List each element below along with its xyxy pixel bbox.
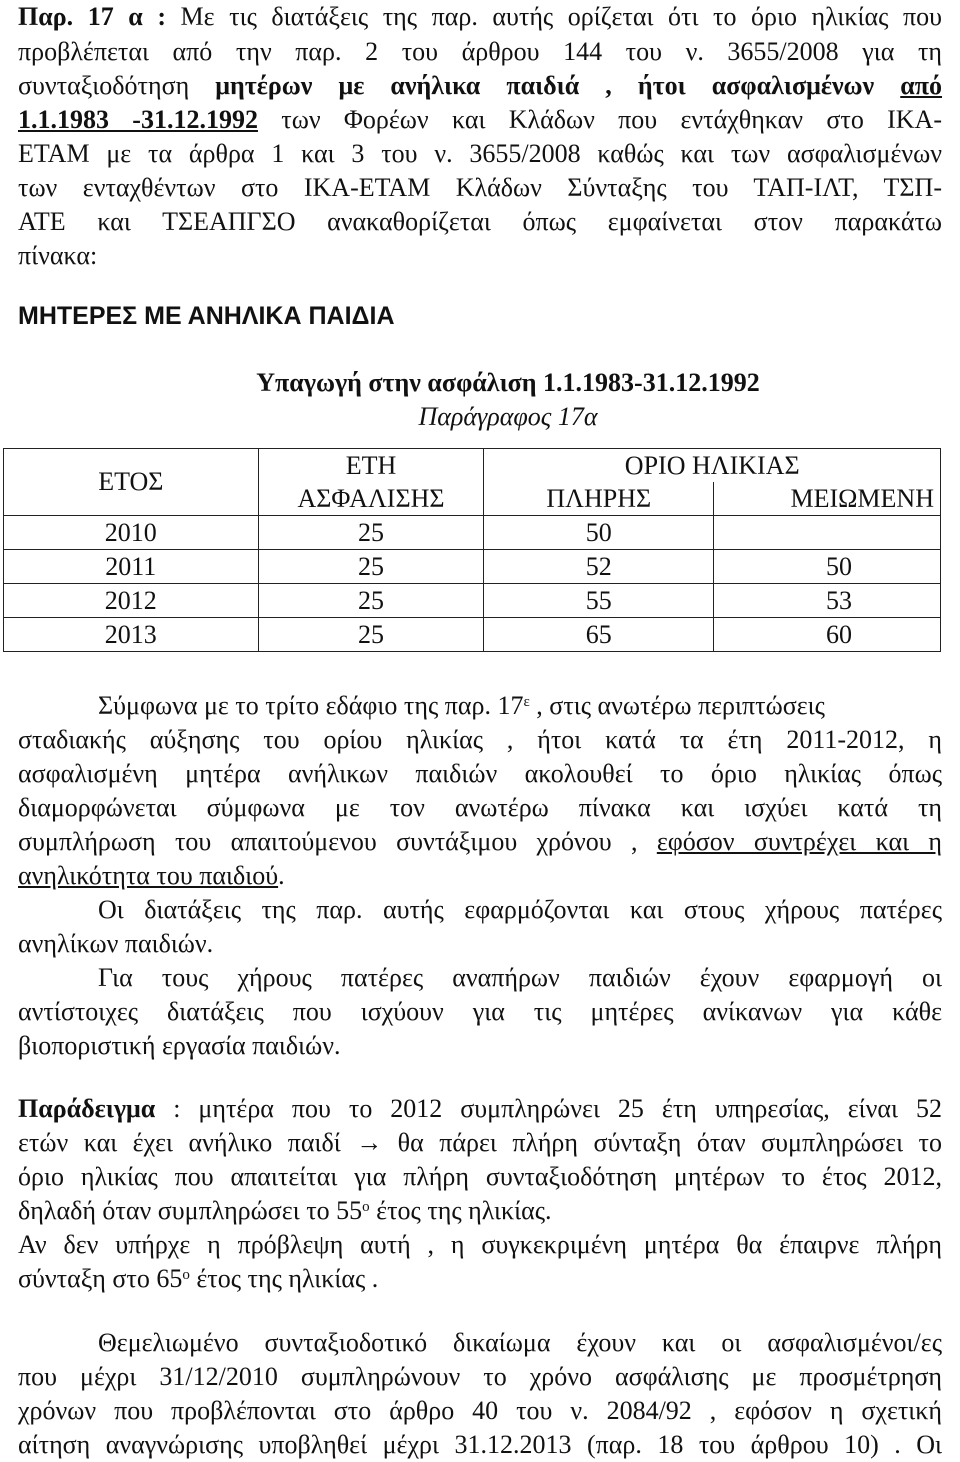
- header-full: ΠΛΗΡΗΣ: [484, 482, 714, 516]
- example-line-3: όριο ηλικίας που απαιτείται για πλήρη συνταξιοδότηση μητέρων το έτος 2012,: [18, 1162, 942, 1191]
- header-reduced: ΜΕΙΩΜΕΝΗ: [714, 482, 941, 516]
- p5-line-1: Θεμελιωμένο συνταξιοδοτικό δικαίωμα έχουν και οι ασφαλισμένοι/ες: [98, 1328, 942, 1357]
- cell-reduced: 50: [714, 550, 941, 584]
- cell-years: 25: [258, 550, 484, 584]
- cell-full: 65: [484, 618, 714, 652]
- table-title: Υπαγωγή στην ασφάλιση 1.1.1983-31.12.1992: [256, 368, 760, 397]
- intro-line-6: των ενταχθέντων στο ΙΚΑ-ΕΤΑΜ Κλάδων Σύνταξης του ΤΑΠ-ΙΛΤ, ΤΣΠ-: [18, 173, 942, 202]
- header-years-bottom: ΑΣΦΑΛΙΣΗΣ: [258, 482, 484, 516]
- p3-line-1: Οι διατάξεις της παρ. αυτής εφαρμόζονται και στους χήρους πατέρες: [98, 895, 942, 924]
- cell-full: 52: [484, 550, 714, 584]
- table-row: [4, 550, 941, 584]
- cell-years: 25: [258, 618, 484, 652]
- p2-line-2: σταδιακής αύξησης του ορίου ηλικίας , ήτοι κατά τα έτη 2011-2012, η: [18, 725, 942, 754]
- intro-line-5: ΕΤΑΜ με τα άρθρα 1 και 3 του ν. 3655/2008 καθώς και των ασφαλισμένων: [18, 139, 942, 168]
- p5-line-3: χρόνων που προβλέπονται στο άρθρο 40 του ν. 2084/92 , εφόσον η σχετική: [18, 1396, 942, 1425]
- intro-line-1: Παρ. 17 α : Με τις διατάξεις της παρ. αυτής ορίζεται ότι το όριο ηλικίας που: [18, 2, 942, 31]
- intro-line-3: συνταξιοδότηση μητέρων με ανήλικα παιδιά , ήτοι ασφαλισμένων από: [18, 71, 943, 100]
- example-line-4: δηλαδή όταν συμπληρώσει το $55^o$ έτος της ηλικίας.: [18, 1196, 552, 1225]
- cell-full: 50: [484, 516, 714, 550]
- cell-reduced: 53: [714, 584, 941, 618]
- p4-line-2: αντίστοιχες διατάξεις που ισχύουν για τις μητέρες ανίκανων για κάθε: [18, 997, 942, 1026]
- cell-full: 55: [484, 584, 714, 618]
- header-years-top: ΕΤΗ: [258, 449, 484, 483]
- intro-line-2: προβλέπεται από την παρ. 2 του άρθρου 144 του ν. 3655/2008 για τη: [18, 37, 942, 66]
- p2-line-4: διαμορφώνεται σύμφωνα με τον ανωτέρω πίνακα και ισχύει κατά τη: [18, 793, 942, 822]
- header-age-limit: ΟΡΙΟ ΗΛΙΚΙΑΣ: [484, 449, 941, 483]
- table-subtitle: Παράγραφος 17α: [418, 402, 598, 431]
- p5-line-2: που μέχρι 31/12/2010 συμπληρώνουν το χρόνο ασφάλισης με προσμέτρηση: [18, 1362, 942, 1391]
- cell-years: 25: [258, 584, 484, 618]
- example-line-5: Αν δεν υπήρχε η πρόβλεψη αυτή , η συγκεκριμένη μητέρα θα έπαιρνε πλήρη: [18, 1230, 942, 1259]
- p5-line-4: αίτηση αναγνώρισης υποβληθεί μέχρι 31.12.2013 (παρ. 18 του άρθρου 10) . Οι: [18, 1430, 942, 1459]
- p3-line-2: ανηλίκων παιδιών.: [18, 929, 214, 958]
- cell-years: 25: [258, 516, 484, 550]
- cell-reduced: [714, 516, 941, 550]
- cell-year: 2011: [4, 550, 259, 584]
- example-label: Παράδειγμα: [18, 1094, 156, 1123]
- paragraph-ref: Παρ. 17 α :: [18, 2, 166, 31]
- table-row: [4, 584, 941, 618]
- intro-line-7: ΑΤΕ και ΤΣΕΑΠΓΣΟ ανακαθορίζεται όπως εμφαίνεται στον παρακάτω: [18, 207, 942, 236]
- p2-line-5: συμπλήρωση του απαιτούμενου συντάξιμου χρόνου , εφόσον συντρέχει και η: [18, 827, 942, 856]
- table-row: [4, 516, 941, 550]
- example-line-6: σύνταξη στο $65^o$ έτος της ηλικίας .: [18, 1264, 379, 1293]
- header-year: ΕΤΟΣ: [4, 449, 259, 516]
- age-limit-table: [3, 448, 941, 652]
- p4-line-1: Για τους χήρους πατέρες αναπήρων παιδιών έχουν εφαρμογή οι: [98, 963, 942, 992]
- cell-reduced: 60: [714, 618, 941, 652]
- intro-line-4: 1.1.1983 -31.12.1992 των Φορέων και Κλάδων που εντάχθηκαν στο ΙΚΑ-: [18, 105, 942, 134]
- p4-line-3: βιοποριστική εργασία παιδιών.: [18, 1031, 341, 1060]
- cell-year: 2013: [4, 618, 259, 652]
- p2-line-3: ασφαλισμένη μητέρα ανήλικων παιδιών ακολουθεί το όριο ηλικίας όπως: [18, 759, 942, 788]
- p2-line-1: Σύμφωνα με το τρίτο εδάφιο της παρ. $17^\varepsilon$ , στις ανωτέρω περιπτώσεις: [98, 691, 825, 720]
- cell-year: 2010: [4, 516, 259, 550]
- p2-line-6: ανηλικότητα του παιδιού.: [18, 861, 285, 890]
- table-header-row: [4, 449, 941, 483]
- example-line-1: Παράδειγμα : μητέρα που το 2012 συμπληρώνει 25 έτη υπηρεσίας, είναι 52: [18, 1094, 942, 1123]
- example-line-2: ετών και έχει ανήλικο παιδί → θα πάρει πλήρη σύνταξη όταν συμπληρώσει το: [18, 1128, 942, 1157]
- table-row: [4, 618, 941, 652]
- section-heading: ΜΗΤΕΡΕΣ ΜΕ ΑΝΗΛΙΚΑ ΠΑΙΔΙΑ: [18, 302, 395, 330]
- intro-line-8: πίνακα:: [18, 241, 98, 270]
- cell-year: 2012: [4, 584, 259, 618]
